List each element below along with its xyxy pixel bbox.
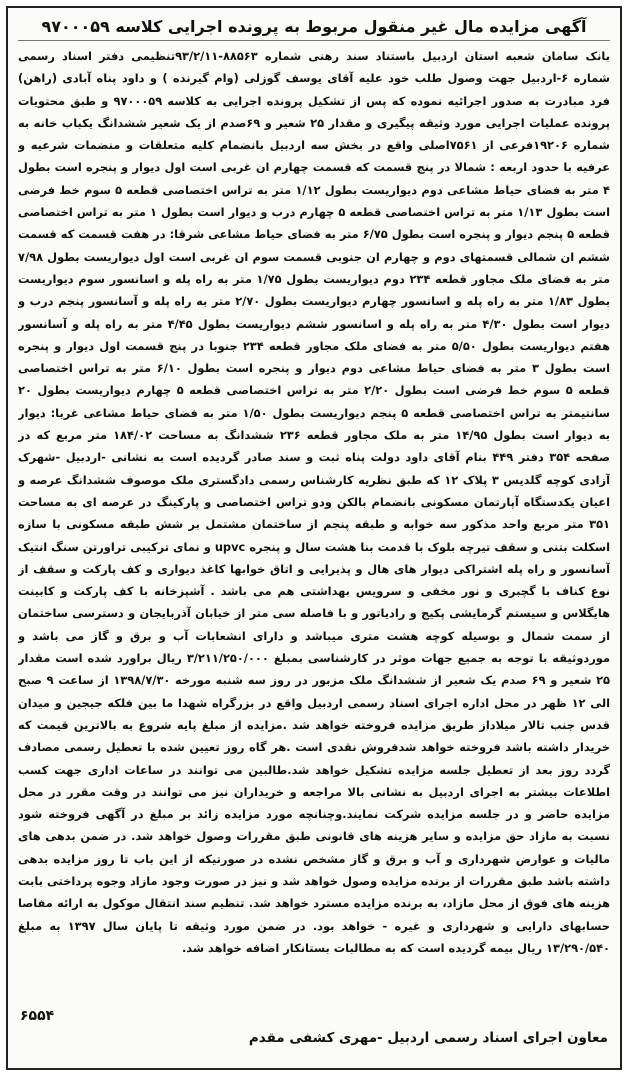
notice-paragraph: بانک سامان شعبه استان اردبیل باستناد سند رهنی شماره ۸۸۵۶۳-۹۳/۲/۱۱تنظیمی دفتر اسناد رسمی شماره ۶-اردبیل جهت وصول طلب خود علیه آقای یوسف گوزلی (وام گیرنده ) و داود پناه آبادی (راهن) فرد مبادرت به صدور اجرائیه نموده که پس از تشکیل پرونده اجرایی به کلاسه ۹۷۰۰۰۵۹ و طبق محتویات پرونده عملیات اجرایی مورد وثیقه پیگیری و مقدار ۲۵ شعیر و ۶۹صدم از یک شعیر ششدانگ یکباب خانه به شماره ۱۹۲۰۶فرعی از ۷۵۶۱اصلی واقع در بخش سه اردبیل بانضمام کلیه متعلقات و منضمات شرعیه و عرفیه با حدود اربعه : شمالا در پنج قسمت که قسمت چهارم ان غربی است اول دیوار و پنجره است بطول ۴ متر به فضای حیاط مشاعی دوم دیواریست بطول ۱/۱۲ متر به تراس اختصاصی قطعه ۵ سوم خط فرضی است بطول ۱/۱۳ متر به تراس اختصاصی قطعه ۵ چهارم درب و دیوار است بطول ۱ متر به تراس اختصاصی قطعه ۵ پنجم دیوار و پنجره است بطول ۶/۷۵ متر به فضای حیاط مشاعی شرقا: در هفت قسمت که قسمت ششم ان شمالی قسمتهای دوم و چهارم ان جنوبی قسمت سوم ان غربی است اول دیواریست بطول ۷/۹۸ متر به فضای ملک مجاور قطعه ۲۳۴ دوم دیواریست بطول ۱/۷۵ متر به راه پله و اسانسور سوم دیواریست بطول ۱/۸۳ متر به راه پله و اسانسور چهارم دیواریست بطول ۲/۷۰ متر به راه پله و آسانسور پنجم درب و دیوار است بطول ۴/۳۰ متر به راه پله و اسانسور ششم دیواریست بطول ۴/۴۵ متر به راه پله و آسانسور هفتم دیواریست بطول ۵/۵۰ متر به فضای ملک مجاور قطعه ۲۳۴ جنوبا در پنج قسمت اول دیوار و پنجره است بطول ۳ متر به فضای حیاط مشاعی دوم دیوار و پنجره است بطول ۶/۱۰ متر به تراس اختصاصی قطعه ۵ سوم خط فرضی است بطول ۲/۲۰ متر به تراس اختصاصی قطعه ۵ چهارم دیواریست بطول ۲۰ سانتیمتر به تراس اختصاصی قطعه ۵ پنجم دیواریست بطول ۱/۵۰ متر به فضای حیاط مشاعی غربا: دیوار به دیوار است بطول ۱۴/۹۵ متر به ملک مجاور قطعه ۲۳۶ ششدانگ به مساحت ۱۸۴/۰۲ متر مربع که در صفحه ۳۵۴ دفتر ۴۴۹ بنام آقای داود دولت پناه ثبت و سند صادر گردیده است به نشانی -اردبیل -شهرک آزادی کوچه گلدیس ۳ پلاک ۱۲ که طبق نظریه کارشناس رسمی دادگستری ملک موصوف ششدانگ عرصه و اعیان یکدستگاه آپارتمان مسکونی بانضمام بالکن ودو تراس اختصاصی و پارکینگ در عرصه ای به مساحت ۳۵۱ متر مربع واحد مذکور سه خوابه و طبقه پنجم از ساختمان مشتمل بر شش طبقه مسکونی با سازه اسکلت بتنی و سقف تیرچه بلوک با قدمت بنا هشت سال و پنجره upvc و نمای ترکیبی تراورتن سنگ انتیک آسانسور و راه پله اشتراکی دیوار های هال و پذیرایی و اتاق خوابها کاغذ دیواری و کف پارکت و سقف از نوع کناف با گچبری و نور مخفی و سرویس بهداشتی هم می باشد . آشپزخانه با کف پارکت و کابینت هایگلاس و سیستم گرمایشی پکیج و رادیاتور و با فاصله سی متر از خیابان آذربایجان و دسترسی ساختمان از سمت شمال و بوسیله کوچه هشت متری میباشد و دارای انشعابات آب و برق و گاز می باشد و موردوثیقه با توجه به جمیع جهات موثر در کارشناسی بمبلغ ۳/۲۱۱/۲۵۰/۰۰۰ ریال براورد شده است مقدار ۲۵ شعیر و ۶۹ صدم یک شعیر از ششدانگ ملک مزبور در روز سه شنبه مورخه ۱۳۹۸/۷/۳۰ از ساعت ۹ صبح الی ۱۲ ظهر در محل اداره اجرای اسناد رسمی اردبیل واقع در بزرگراه شهدا ما بین فلکه جیجین و میدان قدس جنب تالار میلاداز طریق مزایده فروخته خواهد شد .مزایده از مبلغ پایه شروع به بالاترین قیمت که خریدار داشته باشد فروخته خواهد شدفروش نقدی است .هر گاه روز تعیین شده با تعطیل رسمی مصادف گردد روز بعد از تعطیل جلسه مزایده تشکیل خواهد شد.طالبین می توانند در ساعات اداری جهت کسب اطلاعات بیشتر به اجرای اردبیل به نشانی بالا مراجعه و خریداران نیز می توانند در وقت مقرر در محل مزایده حاضر و در جلسه مزایده شرکت نمایند.وچنانچه مورد مزایده زائد بر مبلغ در آگهی فروخته شود نسبت به مازاد حق مزایده و سایر هزینه های قانونی طبق مقررات وصول خواهد شد. در ضمن بدهی های مالیات و عوارض شهرداری و آب و برق و گاز مشخص نشده در صورتیکه از این باب تا روز مزایده بدهی داشته باشد طبق مقررات از برنده مزایده وصول خواهد شد و نیز در صورت وجود مازاد وجوه پرداختی بابت هزینه های فوق از محل مازاد، به برنده مزایده مسترد خواهد شد. تنظیم سند انتقال موکول به ارائه مفاصا حسابهای دارایی و شهرداری و غیره - خواهد بود. در ضمن مورد وثیقه تا پایان سال ۱۳۹۷ به مبلغ ۱۳/۲۹۰/۵۴۰ ریال بیمه گردیده است که به مطالبات بستانکار اضافه خواهد شد.	[18, 49, 610, 955]
notice-code: ۶۵۵۴	[20, 1008, 55, 1024]
notice-body	[18, 45, 610, 980]
notice-page	[6, 6, 622, 1070]
notice-title: آگهی مزایده مال غیر منقول مربوط به پرونده اجرایی کلاسه ۹۷۰۰۰۵۹	[18, 16, 610, 41]
notice-footer	[18, 1008, 610, 1058]
notice-signature: معاون اجرای اسناد رسمی اردبیل -مهری کشفی مقدم	[248, 1030, 608, 1046]
